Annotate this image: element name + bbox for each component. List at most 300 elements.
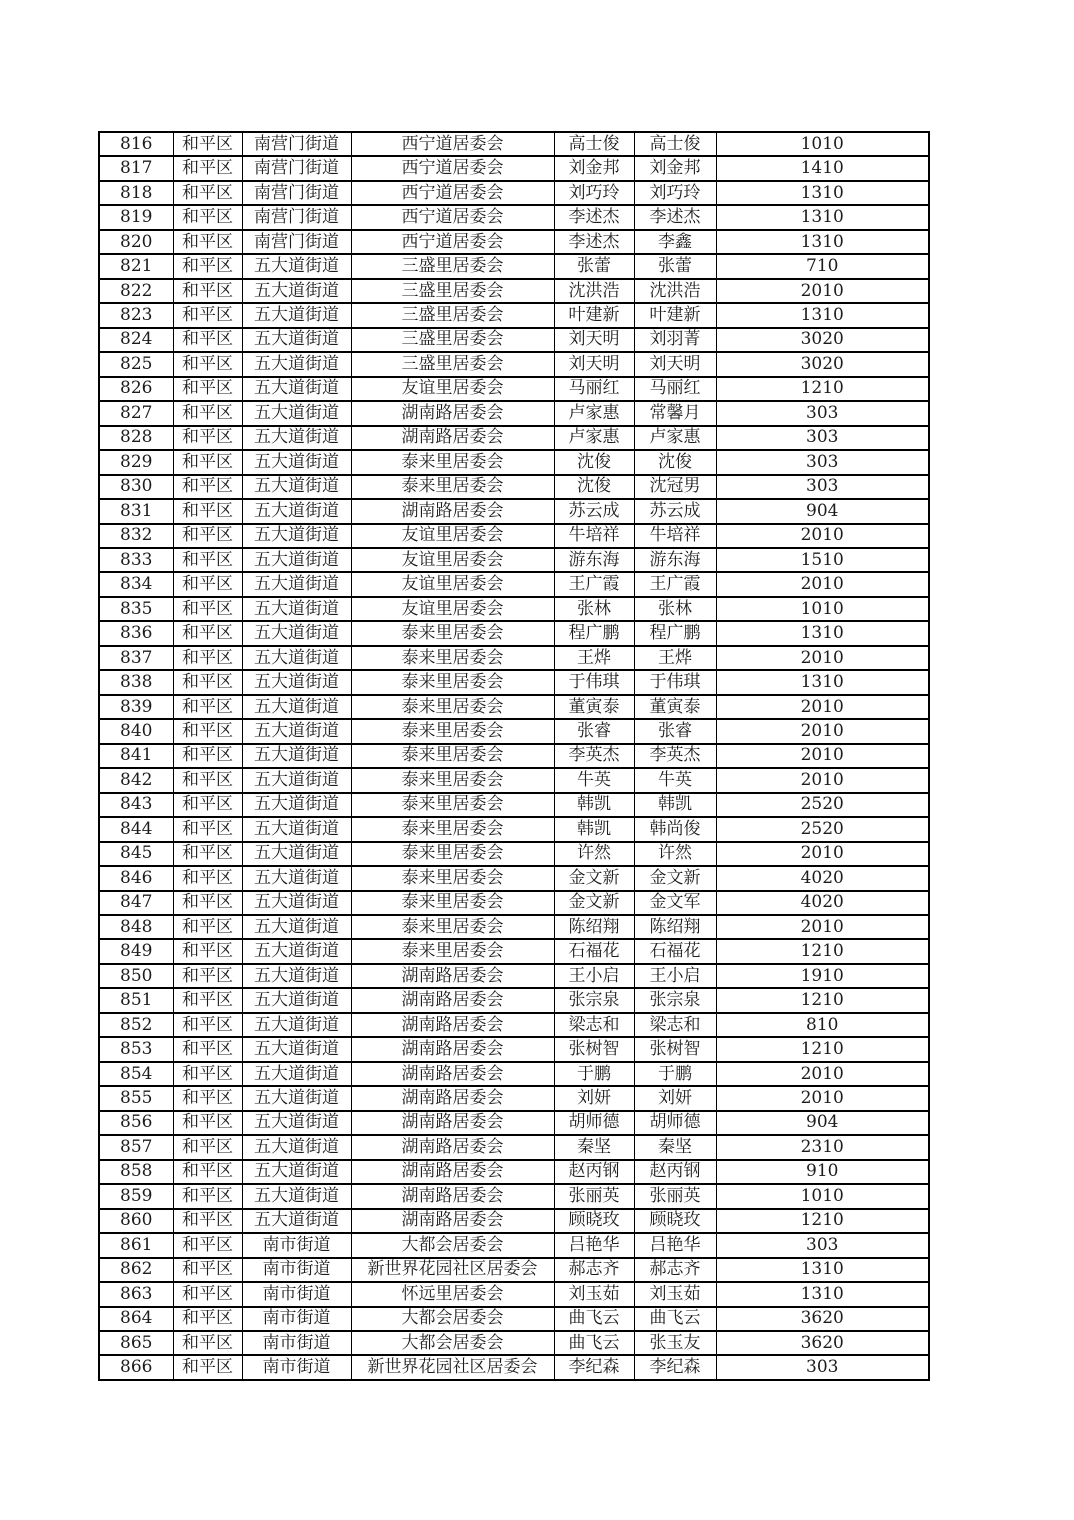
table-cell: 和平区 <box>173 524 242 548</box>
table-cell: 303 <box>716 1355 929 1379</box>
table-row <box>99 719 929 743</box>
table-cell: 湖南路居委会 <box>351 988 554 1012</box>
table-cell: 程广鹏 <box>634 621 716 645</box>
table-row <box>99 939 929 963</box>
table-row <box>99 1233 929 1257</box>
table-cell: 石福花 <box>554 939 634 963</box>
table-cell: 五大道街道 <box>242 1013 351 1037</box>
table-cell: 刘妍 <box>634 1086 716 1110</box>
table-cell: 五大道街道 <box>242 597 351 621</box>
table-cell: 三盛里居委会 <box>351 328 554 352</box>
table-cell: 湖南路居委会 <box>351 1135 554 1159</box>
table-cell: 2010 <box>716 695 929 719</box>
table-cell: 许然 <box>634 842 716 866</box>
table-cell: 858 <box>99 1160 173 1184</box>
table-cell: 沈俊 <box>554 475 634 499</box>
table-cell: 秦坚 <box>634 1135 716 1159</box>
table-cell: 1310 <box>716 621 929 645</box>
table-cell: 程广鹏 <box>554 621 634 645</box>
table-cell: 刘天明 <box>634 352 716 376</box>
table-cell: 838 <box>99 670 173 694</box>
table-cell: 837 <box>99 646 173 670</box>
table-row <box>99 254 929 278</box>
table-cell: 沈洪浩 <box>634 279 716 303</box>
table-cell: 832 <box>99 524 173 548</box>
table-cell: 819 <box>99 205 173 229</box>
table-cell: 曲飞云 <box>554 1307 634 1331</box>
table-cell: 和平区 <box>173 1209 242 1233</box>
table-cell: 泰来里居委会 <box>351 793 554 817</box>
table-row <box>99 817 929 841</box>
table-cell: 851 <box>99 988 173 1012</box>
table-cell: 新世界花园社区居委会 <box>351 1355 554 1379</box>
table-cell: 五大道街道 <box>242 572 351 596</box>
table-cell: 和平区 <box>173 401 242 425</box>
table-cell: 沈俊 <box>634 450 716 474</box>
table-cell: 新世界花园社区居委会 <box>351 1258 554 1282</box>
table-row <box>99 866 929 890</box>
table-cell: 和平区 <box>173 303 242 327</box>
table-cell: 823 <box>99 303 173 327</box>
table-cell: 和平区 <box>173 328 242 352</box>
table-cell: 张睿 <box>634 719 716 743</box>
table-cell: 梁志和 <box>554 1013 634 1037</box>
table-cell: 许然 <box>554 842 634 866</box>
table-cell: 五大道街道 <box>242 1135 351 1159</box>
table-cell: 曲飞云 <box>634 1307 716 1331</box>
table-row <box>99 1135 929 1159</box>
table-cell: 五大道街道 <box>242 744 351 768</box>
table-cell: 顾晓玫 <box>554 1209 634 1233</box>
table-cell: 857 <box>99 1135 173 1159</box>
table-cell: 泰来里居委会 <box>351 842 554 866</box>
table-row <box>99 572 929 596</box>
table-cell: 金文新 <box>634 866 716 890</box>
table-cell: 和平区 <box>173 377 242 401</box>
table-cell: 顾晓玫 <box>634 1209 716 1233</box>
table-cell: 1410 <box>716 156 929 180</box>
table-cell: 董寅泰 <box>554 695 634 719</box>
table-cell: 李述杰 <box>634 205 716 229</box>
table-cell: 820 <box>99 230 173 254</box>
table-cell: 南市街道 <box>242 1331 351 1355</box>
table-row <box>99 132 929 156</box>
table-cell: 和平区 <box>173 254 242 278</box>
table-cell: 和平区 <box>173 1258 242 1282</box>
table-cell: 1310 <box>716 1282 929 1306</box>
table-cell: 湖南路居委会 <box>351 1062 554 1086</box>
table-cell: 五大道街道 <box>242 621 351 645</box>
table-cell: 710 <box>716 254 929 278</box>
table-cell: 高士俊 <box>554 132 634 156</box>
table-cell: 1310 <box>716 230 929 254</box>
table-row <box>99 352 929 376</box>
table-cell: 2010 <box>716 719 929 743</box>
table-cell: 824 <box>99 328 173 352</box>
table-cell: 刘金邦 <box>634 156 716 180</box>
table-row <box>99 646 929 670</box>
table-cell: 816 <box>99 132 173 156</box>
table-cell: 833 <box>99 548 173 572</box>
table-cell: 853 <box>99 1037 173 1061</box>
table-cell: 五大道街道 <box>242 279 351 303</box>
table-cell: 和平区 <box>173 1307 242 1331</box>
table-cell: 南营门街道 <box>242 156 351 180</box>
table-cell: 3020 <box>716 328 929 352</box>
table-row <box>99 1331 929 1355</box>
table-cell: 金文新 <box>554 866 634 890</box>
table-cell: 2010 <box>716 768 929 792</box>
table-cell: 张蕾 <box>634 254 716 278</box>
table-cell: 大都会居委会 <box>351 1233 554 1257</box>
table-row <box>99 156 929 180</box>
data-table <box>98 131 930 1381</box>
table-cell: 游东海 <box>554 548 634 572</box>
table-cell: 810 <box>716 1013 929 1037</box>
table-cell: 五大道街道 <box>242 303 351 327</box>
table-cell: 和平区 <box>173 499 242 523</box>
table-cell: 1510 <box>716 548 929 572</box>
table-cell: 1310 <box>716 181 929 205</box>
table-cell: 马丽红 <box>554 377 634 401</box>
table-cell: 2010 <box>716 646 929 670</box>
table-cell: 1010 <box>716 1184 929 1208</box>
table-cell: 韩尚俊 <box>634 817 716 841</box>
table-cell: 和平区 <box>173 230 242 254</box>
table-cell: 苏云成 <box>554 499 634 523</box>
table-cell: 南营门街道 <box>242 132 351 156</box>
table-cell: 1210 <box>716 939 929 963</box>
table-cell: 和平区 <box>173 1282 242 1306</box>
table-cell: 怀远里居委会 <box>351 1282 554 1306</box>
table-row <box>99 1258 929 1282</box>
table-cell: 五大道街道 <box>242 891 351 915</box>
table-cell: 303 <box>716 475 929 499</box>
table-row <box>99 964 929 988</box>
table-row <box>99 230 929 254</box>
table-cell: 五大道街道 <box>242 450 351 474</box>
table-cell: 五大道街道 <box>242 1062 351 1086</box>
table-cell: 848 <box>99 915 173 939</box>
table-cell: 王小启 <box>634 964 716 988</box>
table-cell: 游东海 <box>634 548 716 572</box>
table-cell: 826 <box>99 377 173 401</box>
table-cell: 五大道街道 <box>242 499 351 523</box>
table-cell: 和平区 <box>173 866 242 890</box>
table-row <box>99 401 929 425</box>
table-cell: 于鹏 <box>554 1062 634 1086</box>
table-cell: 2010 <box>716 744 929 768</box>
table-cell: 陈绍翔 <box>634 915 716 939</box>
table-cell: 刘妍 <box>554 1086 634 1110</box>
table-cell: 和平区 <box>173 1111 242 1135</box>
table-row <box>99 279 929 303</box>
table-cell: 1210 <box>716 1037 929 1061</box>
table-cell: 861 <box>99 1233 173 1257</box>
table-cell: 泰来里居委会 <box>351 768 554 792</box>
table-cell: 五大道街道 <box>242 401 351 425</box>
table-row <box>99 768 929 792</box>
table-cell: 五大道街道 <box>242 1037 351 1061</box>
table-cell: 五大道街道 <box>242 939 351 963</box>
table-cell: 818 <box>99 181 173 205</box>
table-cell: 五大道街道 <box>242 866 351 890</box>
table-cell: 和平区 <box>173 132 242 156</box>
table-row <box>99 1013 929 1037</box>
table-cell: 和平区 <box>173 450 242 474</box>
table-cell: 卢家惠 <box>634 426 716 450</box>
table-cell: 张丽英 <box>634 1184 716 1208</box>
table-cell: 金文军 <box>634 891 716 915</box>
table-cell: 1310 <box>716 303 929 327</box>
table-row <box>99 793 929 817</box>
table-cell: 840 <box>99 719 173 743</box>
table-cell: 和平区 <box>173 621 242 645</box>
table-cell: 刘天明 <box>554 352 634 376</box>
table-cell: 胡师德 <box>634 1111 716 1135</box>
table-cell: 刘玉茹 <box>554 1282 634 1306</box>
table-cell: 南市街道 <box>242 1282 351 1306</box>
table-cell: 和平区 <box>173 891 242 915</box>
table-row <box>99 205 929 229</box>
table-cell: 沈冠男 <box>634 475 716 499</box>
table-cell: 和平区 <box>173 915 242 939</box>
table-row <box>99 499 929 523</box>
table-row <box>99 524 929 548</box>
table-cell: 李纪森 <box>554 1355 634 1379</box>
table-cell: 友谊里居委会 <box>351 597 554 621</box>
table-cell: 831 <box>99 499 173 523</box>
table-cell: 822 <box>99 279 173 303</box>
table-cell: 2520 <box>716 793 929 817</box>
table-cell: 李鑫 <box>634 230 716 254</box>
table-cell: 五大道街道 <box>242 475 351 499</box>
table-cell: 王小启 <box>554 964 634 988</box>
table-cell: 赵丙钢 <box>634 1160 716 1184</box>
table-cell: 1210 <box>716 377 929 401</box>
table-cell: 845 <box>99 842 173 866</box>
table-cell: 1310 <box>716 205 929 229</box>
table-row <box>99 1209 929 1233</box>
table-cell: 1010 <box>716 597 929 621</box>
table-cell: 821 <box>99 254 173 278</box>
table-cell: 852 <box>99 1013 173 1037</box>
table-cell: 牛培祥 <box>554 524 634 548</box>
table-cell: 五大道街道 <box>242 768 351 792</box>
table-cell: 和平区 <box>173 1037 242 1061</box>
table-cell: 和平区 <box>173 1086 242 1110</box>
table-cell: 于伟琪 <box>634 670 716 694</box>
table-cell: 五大道街道 <box>242 377 351 401</box>
table-cell: 五大道街道 <box>242 915 351 939</box>
table-cell: 泰来里居委会 <box>351 744 554 768</box>
table-row <box>99 548 929 572</box>
table-cell: 赵丙钢 <box>554 1160 634 1184</box>
table-row <box>99 1160 929 1184</box>
table-cell: 844 <box>99 817 173 841</box>
table-cell: 韩凯 <box>634 793 716 817</box>
table-cell: 韩凯 <box>554 817 634 841</box>
table-row <box>99 1307 929 1331</box>
table-cell: 866 <box>99 1355 173 1379</box>
table-cell: 817 <box>99 156 173 180</box>
table-cell: 泰来里居委会 <box>351 817 554 841</box>
table-cell: 和平区 <box>173 817 242 841</box>
table-cell: 和平区 <box>173 695 242 719</box>
table-cell: 2010 <box>716 524 929 548</box>
table-cell: 和平区 <box>173 646 242 670</box>
table-cell: 张睿 <box>554 719 634 743</box>
table-row <box>99 1282 929 1306</box>
table-cell: 苏云成 <box>634 499 716 523</box>
table-cell: 五大道街道 <box>242 352 351 376</box>
table-cell: 湖南路居委会 <box>351 1160 554 1184</box>
table-cell: 839 <box>99 695 173 719</box>
table-row <box>99 1086 929 1110</box>
table-cell: 王广霞 <box>554 572 634 596</box>
table-cell: 和平区 <box>173 842 242 866</box>
table-cell: 湖南路居委会 <box>351 1013 554 1037</box>
table-cell: 湖南路居委会 <box>351 426 554 450</box>
table-row <box>99 1037 929 1061</box>
table-cell: 五大道街道 <box>242 793 351 817</box>
table-cell: 1310 <box>716 670 929 694</box>
table-cell: 904 <box>716 1111 929 1135</box>
table-cell: 842 <box>99 768 173 792</box>
table-cell: 张宗泉 <box>554 988 634 1012</box>
table-cell: 泰来里居委会 <box>351 891 554 915</box>
table-cell: 沈俊 <box>554 450 634 474</box>
table-cell: 李英杰 <box>634 744 716 768</box>
table-cell: 862 <box>99 1258 173 1282</box>
table-cell: 和平区 <box>173 768 242 792</box>
table-cell: 和平区 <box>173 426 242 450</box>
table-cell: 836 <box>99 621 173 645</box>
table-cell: 855 <box>99 1086 173 1110</box>
table-cell: 三盛里居委会 <box>351 254 554 278</box>
table-cell: 陈绍翔 <box>554 915 634 939</box>
table-cell: 和平区 <box>173 744 242 768</box>
table-cell: 828 <box>99 426 173 450</box>
table-cell: 西宁道居委会 <box>351 132 554 156</box>
table-cell: 2010 <box>716 1062 929 1086</box>
table-cell: 三盛里居委会 <box>351 303 554 327</box>
table-cell: 五大道街道 <box>242 817 351 841</box>
table-cell: 和平区 <box>173 1233 242 1257</box>
table-cell: 和平区 <box>173 670 242 694</box>
table-cell: 五大道街道 <box>242 842 351 866</box>
table-cell: 和平区 <box>173 719 242 743</box>
table-cell: 南市街道 <box>242 1258 351 1282</box>
table-cell: 4020 <box>716 866 929 890</box>
table-cell: 李纪森 <box>634 1355 716 1379</box>
table-cell: 李英杰 <box>554 744 634 768</box>
table-cell: 和平区 <box>173 964 242 988</box>
table-cell: 和平区 <box>173 988 242 1012</box>
table-cell: 五大道街道 <box>242 719 351 743</box>
table-cell: 湖南路居委会 <box>351 1037 554 1061</box>
table-cell: 张宗泉 <box>634 988 716 1012</box>
table-cell: 刘羽菁 <box>634 328 716 352</box>
table-cell: 金文新 <box>554 891 634 915</box>
table-cell: 泰来里居委会 <box>351 866 554 890</box>
table-cell: 和平区 <box>173 205 242 229</box>
table-cell: 王烨 <box>554 646 634 670</box>
table-row <box>99 842 929 866</box>
table-cell: 高士俊 <box>634 132 716 156</box>
table-cell: 2520 <box>716 817 929 841</box>
table-cell: 张树智 <box>554 1037 634 1061</box>
table-cell: 3020 <box>716 352 929 376</box>
table-cell: 865 <box>99 1331 173 1355</box>
table-cell: 马丽红 <box>634 377 716 401</box>
table-row <box>99 670 929 694</box>
table-cell: 和平区 <box>173 597 242 621</box>
table-cell: 和平区 <box>173 1184 242 1208</box>
table-cell: 829 <box>99 450 173 474</box>
table-cell: 2010 <box>716 279 929 303</box>
table-cell: 303 <box>716 1233 929 1257</box>
table-cell: 湖南路居委会 <box>351 1086 554 1110</box>
table-cell: 王广霞 <box>634 572 716 596</box>
table-cell: 刘金邦 <box>554 156 634 180</box>
table-cell: 刘玉茹 <box>634 1282 716 1306</box>
table-cell: 2010 <box>716 572 929 596</box>
table-row <box>99 915 929 939</box>
table-cell: 五大道街道 <box>242 1184 351 1208</box>
table-cell: 泰来里居委会 <box>351 915 554 939</box>
table-cell: 和平区 <box>173 1160 242 1184</box>
table-row <box>99 328 929 352</box>
table-cell: 和平区 <box>173 1355 242 1379</box>
table-row <box>99 181 929 205</box>
table-cell: 859 <box>99 1184 173 1208</box>
table-cell: 张树智 <box>634 1037 716 1061</box>
table-cell: 湖南路居委会 <box>351 401 554 425</box>
table-cell: 五大道街道 <box>242 524 351 548</box>
table-cell: 2010 <box>716 915 929 939</box>
table-cell: 841 <box>99 744 173 768</box>
table-cell: 843 <box>99 793 173 817</box>
table-cell: 郝志齐 <box>634 1258 716 1282</box>
table-row <box>99 475 929 499</box>
table-cell: 南市街道 <box>242 1355 351 1379</box>
table-cell: 西宁道居委会 <box>351 230 554 254</box>
table-cell: 827 <box>99 401 173 425</box>
table-cell: 和平区 <box>173 572 242 596</box>
table-cell: 825 <box>99 352 173 376</box>
table-cell: 卢家惠 <box>554 426 634 450</box>
table-cell: 849 <box>99 939 173 963</box>
table-cell: 西宁道居委会 <box>351 156 554 180</box>
table-cell: 五大道街道 <box>242 426 351 450</box>
table-cell: 牛英 <box>554 768 634 792</box>
table-cell: 五大道街道 <box>242 988 351 1012</box>
table-cell: 王烨 <box>634 646 716 670</box>
table-cell: 南市街道 <box>242 1307 351 1331</box>
table-cell: 五大道街道 <box>242 548 351 572</box>
table-cell: 于鹏 <box>634 1062 716 1086</box>
table-row <box>99 1184 929 1208</box>
table-cell: 梁志和 <box>634 1013 716 1037</box>
table-row <box>99 621 929 645</box>
table-cell: 常馨月 <box>634 401 716 425</box>
table-cell: 西宁道居委会 <box>351 205 554 229</box>
table-cell: 和平区 <box>173 279 242 303</box>
table-cell: 五大道街道 <box>242 1111 351 1135</box>
table-cell: 沈洪浩 <box>554 279 634 303</box>
table-cell: 和平区 <box>173 1331 242 1355</box>
